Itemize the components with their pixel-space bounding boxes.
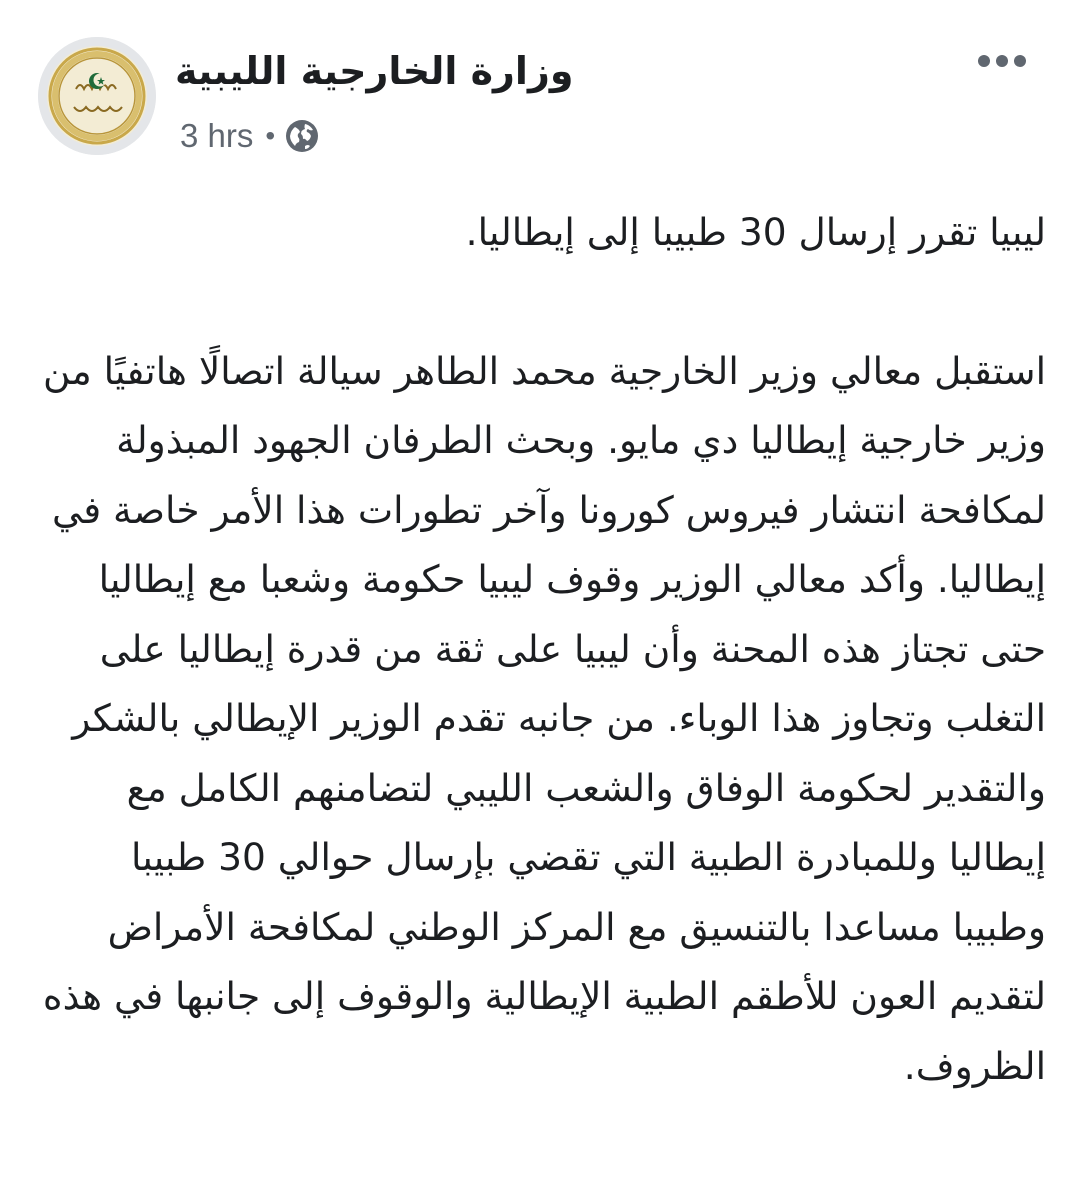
- more-options-button[interactable]: [972, 44, 1032, 78]
- more-options-icon: [978, 55, 990, 67]
- ministry-seal-logo: [38, 37, 156, 155]
- post-timestamp[interactable]: 3 hrs: [180, 117, 254, 154]
- page-avatar[interactable]: [38, 37, 156, 155]
- post-paragraph: استقبل معالي وزير الخارجية محمد الطاهر سيالة اتصالًا هاتفيًا من وزير خارجية إيطاليا دي مايو. وبحث الطرفان الجهود المبذولة لمكافحة انتشار فيروس كورونا وآخر تطورات هذا الأمر خاصة في إيطاليا. وأكد معالي الوزير وقوف ليبيا حكومة وشعبا مع إيطاليا حتى تجتاز هذه المحنة وأن ليبيا على ثقة من قدرة إيطاليا على التغلب وتجاوز هذا الوباء. من جانبه تقدم الوزير الإيطالي بالشكر والتقدير لحكومة الوفاق والشعب الليبي لتضامنهم الكامل مع إيطاليا وللمبادرة الطبية التي تقضي بإرسال حوالي 30 طبيبا وطبيبا مساعدا بالتنسيق مع المركز الوطني لمكافحة الأمراض لتقديم العون للأطقم الطبية الإيطالية والوقوف إلى جانبها في هذه الظروف.: [42, 348, 1046, 1088]
- post-header: [0, 0, 1076, 170]
- meta-separator: •: [265, 120, 276, 151]
- more-options-icon-dot: [996, 55, 1008, 67]
- post-message: [30, 198, 1046, 1101]
- more-options-icon-dot: [1014, 55, 1026, 67]
- page-name-link[interactable]: وزارة الخارجية الليبية: [175, 49, 574, 93]
- post-headline: ليبيا تقرر إرسال 30 طبيبا إلى إيطاليا.: [465, 210, 1046, 254]
- globe-icon[interactable]: [285, 119, 319, 153]
- post-meta: [180, 114, 319, 158]
